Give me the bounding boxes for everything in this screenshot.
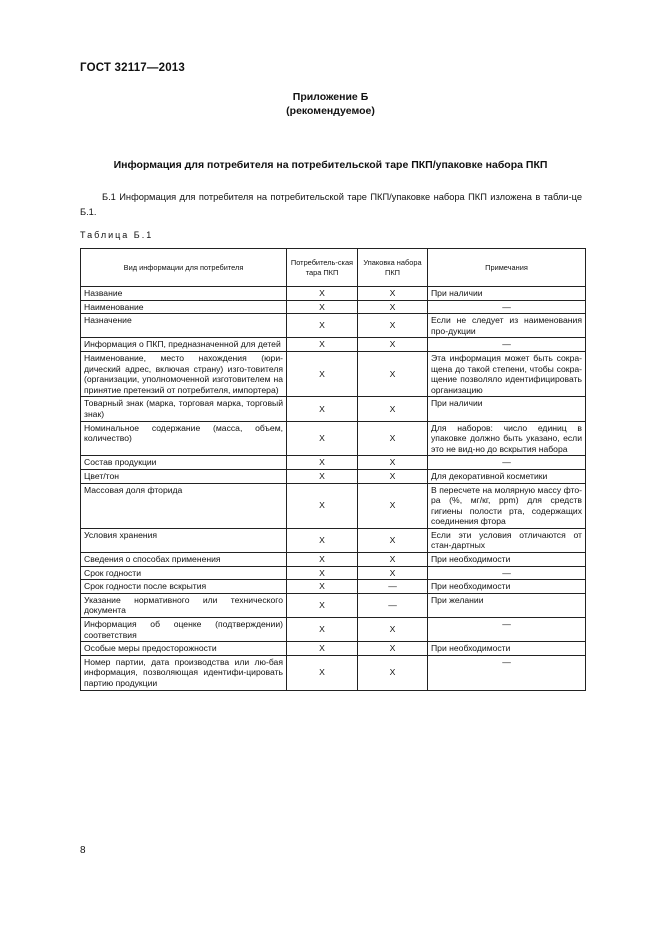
cell-consumer-package: X [287,351,358,396]
cell-consumer-package: X [287,421,358,456]
cell-note: При наличии [428,397,586,421]
cell-info-type: Наименование [81,300,287,314]
header-info-type: Вид информации для потребителя [81,249,287,287]
cell-note: — [428,338,586,352]
table-row [81,580,586,594]
table-row [81,593,586,617]
appendix-subtitle: (рекомендуемое) [286,105,375,117]
cell-info-type: Указание нормативного или технического документа [81,593,287,617]
cell-info-type: Информация об оценке (подтверждении) соответствия [81,618,287,642]
standard-designation: ГОСТ 32117—2013 [80,62,185,74]
cell-info-type: Название [81,287,287,301]
cell-consumer-package: X [287,618,358,642]
cell-note: Если не следует из наименования про-дукции [428,314,586,338]
appendix-header [0,90,661,118]
cell-kit-package: X [358,618,428,642]
table-row [81,456,586,470]
cell-info-type: Срок годности после вскрытия [81,580,287,594]
table-body [81,287,586,691]
cell-info-type: Особые меры предосторожности [81,642,287,656]
cell-note: При наличии [428,287,586,301]
table-row [81,528,586,552]
table-row [81,553,586,567]
cell-kit-package: X [358,655,428,690]
cell-kit-package: — [358,580,428,594]
cell-kit-package: X [358,483,428,528]
cell-info-type: Наименование, место нахождения (юри-дический адрес, включая страну) изго-товителя (организации, уполномоченной изготовителем на принятие претензий от потребителя, импортера) [81,351,287,396]
cell-consumer-package: X [287,314,358,338]
cell-consumer-package: X [287,483,358,528]
cell-consumer-package: X [287,300,358,314]
cell-note: — [428,300,586,314]
cell-note: — [428,456,586,470]
section-heading: Информация для потребителя на потребительской таре ПКП/упаковке набора ПКП [113,159,548,171]
cell-consumer-package: X [287,655,358,690]
table-header-row [81,249,586,287]
cell-note: — [428,618,586,642]
cell-note: Если эти условия отличаются от стан-дартных [428,528,586,552]
cell-consumer-package: X [287,469,358,483]
cell-info-type: Номинальное содержание (масса, объем, количество) [81,421,287,456]
cell-info-type: Условия хранения [81,528,287,552]
cell-kit-package: X [358,528,428,552]
cell-info-type: Назначение [81,314,287,338]
cell-info-type: Информация о ПКП, предназначенной для детей [81,338,287,352]
cell-info-type: Состав продукции [81,456,287,470]
table-row [81,397,586,421]
cell-consumer-package: X [287,338,358,352]
info-table [80,248,586,691]
cell-info-type: Массовая доля фторида [81,483,287,528]
cell-kit-package: X [358,469,428,483]
header-consumer-package: Потребитель-ская тара ПКП [287,249,358,287]
cell-kit-package: X [358,397,428,421]
cell-consumer-package: X [287,553,358,567]
cell-consumer-package: X [287,593,358,617]
cell-info-type: Срок годности [81,566,287,580]
header-notes: Примечания [428,249,586,287]
table-row [81,338,586,352]
table-row [81,642,586,656]
table-row [81,421,586,456]
cell-note: — [428,566,586,580]
cell-note: При необходимости [428,553,586,567]
cell-note: — [428,655,586,690]
cell-note: В пересчете на молярную массу фто-ра (%, мг/кг, ppm) для средств гигиены полости рта, содержащих соединения фтора [428,483,586,528]
cell-kit-package: X [358,456,428,470]
intro-paragraph: Б.1 Информация для потребителя на потребительской таре ПКП/упаковке набора ПКП изложена в табли-це Б.1. [80,192,582,217]
cell-kit-package: X [358,287,428,301]
cell-kit-package: X [358,338,428,352]
cell-kit-package: X [358,300,428,314]
header-kit-package: Упаковка набора ПКП [358,249,428,287]
cell-consumer-package: X [287,528,358,552]
table-row [81,618,586,642]
cell-info-type: Номер партии, дата производства или лю-бая информация, позволяющая идентифи-цировать партию продукции [81,655,287,690]
cell-consumer-package: X [287,566,358,580]
cell-consumer-package: X [287,580,358,594]
cell-kit-package: X [358,314,428,338]
cell-consumer-package: X [287,642,358,656]
page-number: 8 [80,845,86,856]
cell-note: При необходимости [428,580,586,594]
cell-kit-package: X [358,351,428,396]
appendix-title: Приложение Б [292,91,369,103]
cell-note: При желании [428,593,586,617]
cell-note: Эта информация может быть сокра-щена до такой степени, чтобы сокра-щение позволяло идентифицировать организацию [428,351,586,396]
cell-info-type: Сведения о способах применения [81,553,287,567]
table-row [81,314,586,338]
cell-consumer-package: X [287,397,358,421]
cell-kit-package: X [358,421,428,456]
cell-kit-package: X [358,553,428,567]
cell-consumer-package: X [287,456,358,470]
cell-note: Для декоративной косметики [428,469,586,483]
cell-note: При необходимости [428,642,586,656]
table-caption: Таблица Б.1 [80,230,154,240]
cell-consumer-package: X [287,287,358,301]
cell-note: Для наборов: число единиц в упаковке должно быть указано, если это не вид-но до вскрытия набора [428,421,586,456]
cell-kit-package: — [358,593,428,617]
cell-kit-package: X [358,566,428,580]
table-row [81,300,586,314]
table-row [81,287,586,301]
table-row [81,469,586,483]
cell-info-type: Товарный знак (марка, торговая марка, торговый знак) [81,397,287,421]
cell-info-type: Цвет/тон [81,469,287,483]
table-row [81,483,586,528]
table-row [81,351,586,396]
cell-kit-package: X [358,642,428,656]
table-row [81,566,586,580]
table-row [81,655,586,690]
